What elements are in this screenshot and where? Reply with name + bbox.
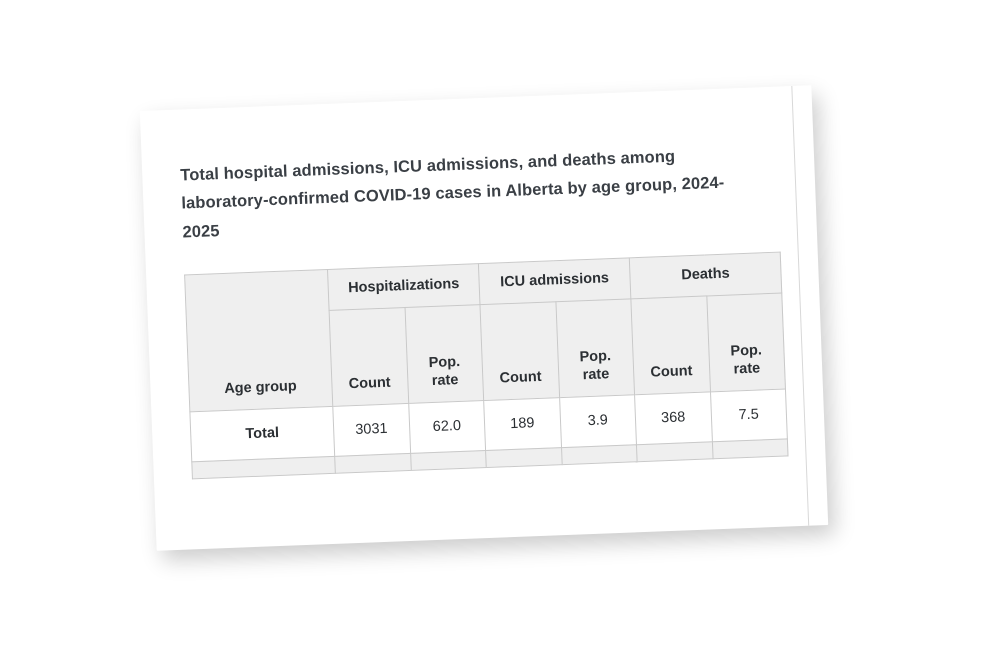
page-margin-rule bbox=[791, 86, 809, 526]
subheader-pop-line1: Pop. bbox=[579, 347, 612, 365]
cell-icu-rate: 3.9 bbox=[559, 394, 636, 447]
page-content bbox=[180, 139, 788, 479]
document-page bbox=[140, 85, 828, 550]
subheader-pop-line1: Pop. bbox=[730, 341, 763, 360]
cell-hosp-rate: 62.0 bbox=[408, 400, 485, 453]
column-header-age-group: Age group bbox=[185, 270, 333, 412]
column-header-hospitalizations: Hospitalizations bbox=[328, 264, 480, 310]
subheader-rate-line2: rate bbox=[431, 372, 459, 390]
row-label-total: Total bbox=[190, 406, 335, 461]
cell-death-rate: 7.5 bbox=[710, 389, 787, 442]
subheader-hosp-count: Count bbox=[329, 307, 408, 406]
cell-icu-count: 189 bbox=[484, 397, 561, 450]
subheader-icu-pop-rate bbox=[555, 299, 634, 398]
column-header-icu-admissions: ICU admissions bbox=[478, 258, 630, 304]
document-card bbox=[140, 85, 828, 550]
subheader-death-pop-rate bbox=[706, 293, 785, 392]
cell-partial bbox=[335, 453, 411, 473]
subheader-hosp-pop-rate bbox=[405, 304, 484, 403]
subheader-icu-count: Count bbox=[480, 301, 559, 400]
cell-partial bbox=[410, 450, 486, 470]
page-title: Total hospital admissions, ICU admissions, and deaths among laboratory-confirmed COVID-19 cases in Alberta by age group, 2024-2025 bbox=[179, 147, 725, 242]
subheader-death-count: Count bbox=[631, 296, 710, 395]
cell-partial bbox=[486, 447, 562, 467]
cell-partial bbox=[712, 439, 788, 459]
cell-partial bbox=[636, 442, 712, 462]
column-header-deaths: Deaths bbox=[629, 252, 781, 298]
cell-hosp-count: 3031 bbox=[333, 403, 410, 456]
cell-partial bbox=[561, 444, 637, 464]
covid-statistics-table bbox=[184, 252, 788, 479]
subheader-rate-line2: rate bbox=[582, 366, 610, 384]
subheader-pop-line1: Pop. bbox=[428, 353, 461, 371]
cell-death-count: 368 bbox=[635, 392, 712, 445]
subheader-rate-line2: rate bbox=[733, 360, 761, 378]
